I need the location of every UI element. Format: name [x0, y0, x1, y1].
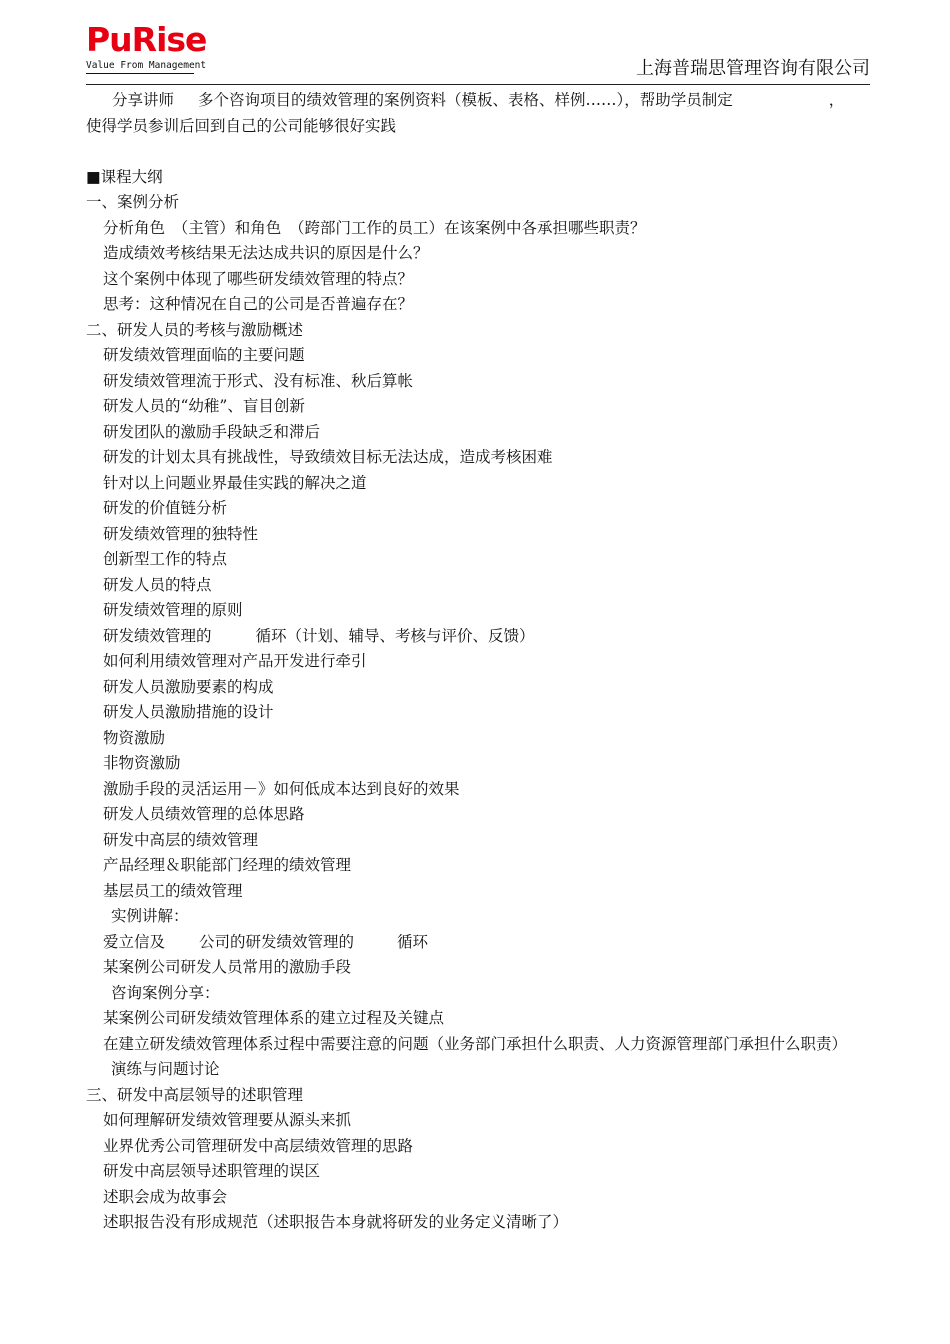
logo-wordmark: PuRise — [86, 20, 207, 59]
section-2-item: 研发的计划太具有挑战性，导致绩效目标无法达成，造成考核困难 — [103, 448, 553, 466]
section-2-item: 针对以上问题业界最佳实践的解决之道 — [103, 473, 367, 492]
section-1-item: 思考：这种情况在自己的公司是否普遍存在？ — [103, 295, 414, 313]
section-2-item: 物资激励 — [103, 728, 166, 747]
section-3-item: 述职报告没有形成规范（述职报告本身就将研发的业务定义清晰了） — [103, 1213, 569, 1231]
pdca-item — [86, 624, 878, 650]
section-2-item: 研发人员的“幼稚”、盲目创新 — [103, 397, 305, 415]
section-2-item: 研发团队的激励手段缺乏和滞后 — [103, 422, 321, 441]
long-item: 在建立研发绩效管理体系过程中需要注意的问题（业务部门承担什么职责、人力资源管理部门承担什么职责） — [103, 1034, 848, 1053]
consult-item: 某案例公司研发绩效管理体系的建立过程及关键点 — [103, 1009, 445, 1027]
case-text-b: 公司的研发绩效管理的 — [199, 932, 355, 951]
section-3-item: 业界优秀公司管理研发中高层绩效管理的思路 — [103, 1136, 414, 1155]
blank-line — [86, 139, 878, 165]
pdca-text-b: 循环（计划、辅导、考核与评价、反馈） — [255, 626, 535, 645]
case-label: 实例讲解： — [111, 907, 189, 925]
section-2-item: 如何利用绩效管理对产品开发进行牵引 — [103, 652, 367, 670]
section-2-item: 研发中高层的绩效管理 — [103, 830, 259, 849]
section-2-item: 研发人员绩效管理的总体思路 — [103, 805, 305, 823]
consult-label: 咨询案例分享： — [111, 983, 220, 1002]
section-2-item: 基层员工的绩效管理 — [103, 881, 243, 900]
case-item-ericsson — [86, 930, 878, 956]
pdca-text-a: 研发绩效管理的 — [103, 626, 212, 645]
section-2-item: 研发人员激励要素的构成 — [103, 677, 274, 696]
section-3-item: 研发中高层领导述职管理的误区 — [103, 1162, 321, 1180]
section-3-title: 三、研发中高层领导的述职管理 — [86, 1085, 304, 1104]
section-2-item: 研发绩效管理面临的主要问题 — [103, 346, 305, 364]
section-2-item: 研发绩效管理的原则 — [103, 601, 243, 619]
intro-line-2: 使得学员参训后回到自己的公司能够很好实践 — [86, 116, 397, 135]
outline-title: ■课程大纲 — [86, 167, 163, 186]
case-text-a: 爱立信及 — [103, 932, 166, 951]
company-name: 上海普瑞思管理咨询有限公司 — [636, 58, 870, 79]
section-2-item: 创新型工作的特点 — [103, 550, 228, 568]
case-item: 某案例公司研发人员常用的激励手段 — [103, 958, 352, 976]
logo-underline — [86, 73, 194, 74]
section-1-title: 一、案例分析 — [86, 193, 180, 211]
exercise-label: 演练与问题讨论 — [111, 1060, 220, 1078]
logo-tagline: Value From Management — [86, 60, 207, 71]
section-2-item: 研发人员激励措施的设计 — [103, 703, 274, 721]
section-3-item: 述职会成为故事会 — [103, 1187, 228, 1206]
section-2-item: 研发人员的特点 — [103, 575, 212, 594]
case-text-c: 循环 — [397, 932, 429, 951]
section-2-item: 非物资激励 — [103, 754, 181, 772]
section-2-item: 产品经理＆职能部门经理的绩效管理 — [103, 856, 352, 874]
intro-text-c: ， — [828, 91, 845, 109]
intro-line-1 — [86, 88, 878, 114]
section-3-item: 如何理解研发绩效管理要从源头来抓 — [103, 1111, 352, 1129]
section-2-item: 研发的价值链分析 — [103, 499, 228, 517]
section-1-item: 分析角色 （主管）和角色 （跨部门工作的员工）在该案例中各承担哪些职责？ — [103, 218, 646, 237]
document-body — [86, 88, 878, 1236]
header-divider — [86, 84, 870, 85]
intro-text-a: 分享讲师 — [112, 91, 175, 109]
purise-logo — [86, 22, 206, 78]
section-2-title: 二、研发人员的考核与激励概述 — [86, 320, 304, 339]
section-2-item: 研发绩效管理的独特性 — [103, 524, 259, 543]
intro-text-b: 多个咨询项目的绩效管理的案例资料（模板、表格、样例……），帮助学员制定 — [198, 91, 733, 109]
section-2-item: 激励手段的灵活运用－》如何低成本达到良好的效果 — [103, 779, 460, 798]
section-2-item: 研发绩效管理流于形式、没有标准、秋后算帐 — [103, 371, 414, 390]
section-1-item: 造成绩效考核结果无法达成共识的原因是什么？ — [103, 244, 429, 262]
section-1-item: 这个案例中体现了哪些研发绩效管理的特点？ — [103, 269, 414, 288]
